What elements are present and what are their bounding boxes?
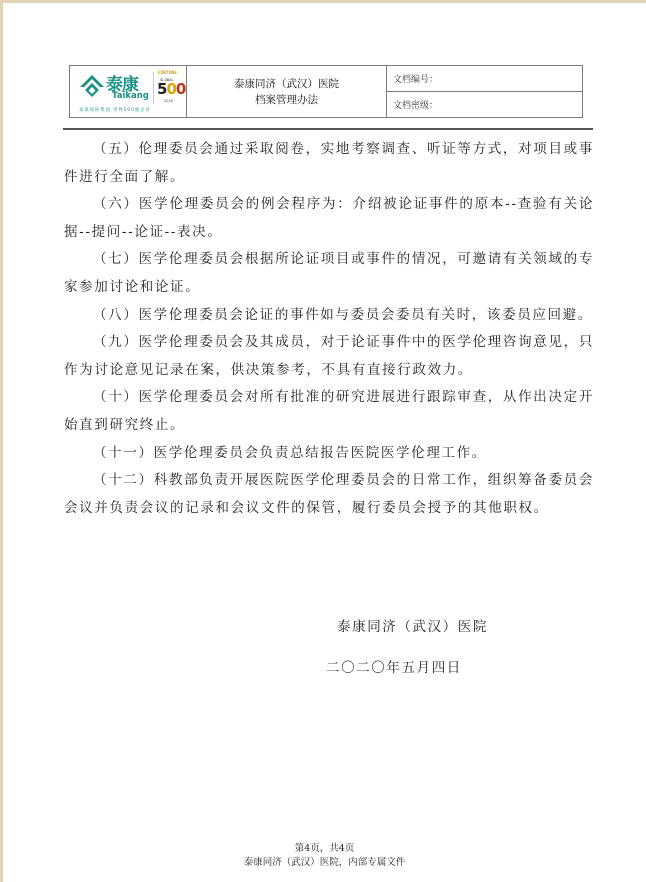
document-header-table [69,65,583,118]
signature-date: 二〇二〇年五月四日 [326,660,462,676]
header-divider [63,128,593,130]
footer-page-info: 第4页，共4页 [294,843,355,854]
document-body [64,136,594,522]
logo-brand-en: Taikang [112,91,149,101]
logo-tagline: 泰康保险集团 世界500强企业 [79,108,151,113]
paragraph-5: （五）伦理委员会通过采取阅卷，实地考察调查、听证等方式，对项目或事件进行全面了解。 [64,141,594,185]
logo-cell [70,66,187,117]
document-title-line2: 档案管理办法 [255,93,318,106]
footer-note: 泰康同济（武汉）医院，内部专属文件 [243,857,406,868]
paragraph-7: （七）医学伦理委员会根据所论证项目或事件的情况，可邀请有关领域的专家参加讨论和论证。 [64,251,594,295]
fortune-500-badge: 500 [157,80,186,98]
logo-brand-cn: 泰康 [106,75,138,95]
document-title-line1: 泰康同济（武汉）医院 [234,77,339,90]
paragraph-9: （九）医学伦理委员会及其成员，对于论证事件中的医学伦理咨询意见，只作为讨论意见记录在案，供决策参考，不具有直接行政效力。 [64,334,594,378]
paragraph-11: （十一）医学伦理委员会负责总结报告医院医学伦理工作。 [93,444,487,461]
document-meta-cell [387,66,582,117]
fortune-label: FORTUNE [158,71,177,76]
doc-number-field: 文档编号： [393,75,439,85]
document-title-cell [187,66,387,117]
signature-organization: 泰康同济（武汉）医院 [337,619,488,635]
fortune-year: 2018 [164,99,173,103]
document-page [3,3,646,882]
paragraph-8: （八）医学伦理委员会论证的事件如与委员会委员有关时，该委员应回避。 [93,306,593,323]
paragraph-10: （十）医学伦理委员会对所有批准的研究进展进行跟踪审查，从作出决定开始直到研究终止。 [64,389,594,433]
taikang-logo-icon [79,74,105,100]
doc-security-field: 文档密级： [387,91,582,117]
paragraph-12: （十二）科教部负责开展医院医学伦理委员会的日常工作，组织筹备委员会会议并负责会议的记录和会议文件的保管，履行委员会授予的其他职权。 [64,472,594,516]
paragraph-6: （六）医学伦理委员会的例会程序为：介绍被论证事件的原本--查验有关论据--提问--论证--表决。 [64,196,594,240]
fortune-global-label: GLOBAL [160,77,174,82]
logo-divider [153,72,154,104]
